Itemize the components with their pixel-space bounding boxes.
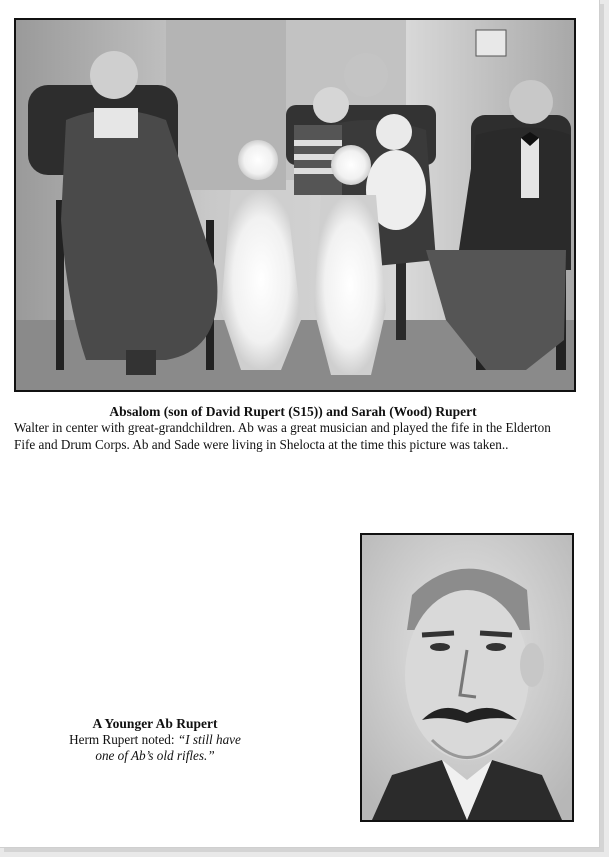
photo1-caption-line: Walter in center with great-grandchildren. Ab was a great musician and played the fife in the Elderton	[14, 420, 551, 435]
photo1-caption-line: Fife and Drum Corps. Ab and Sade were living in Shelocta at the time this picture was taken..	[14, 436, 509, 452]
photo2-caption-line	[40, 732, 270, 748]
photo2-caption-prefix: Herm Rupert noted:	[69, 732, 178, 747]
photo2-caption-line	[40, 748, 270, 764]
photo2-quote-part: one of Ab’s old rifles.”	[95, 748, 215, 763]
photo2-quote-part: “I still have	[177, 732, 241, 747]
photo2-title: A Younger Ab Rupert	[92, 716, 218, 731]
photo1-caption	[14, 420, 551, 453]
family-photo	[14, 18, 576, 392]
photo2-caption	[40, 716, 270, 764]
portrait-photo	[360, 533, 574, 822]
photo1-title: Absalom (son of David Rupert (S15)) and Sarah (Wood) Rupert	[109, 404, 477, 419]
